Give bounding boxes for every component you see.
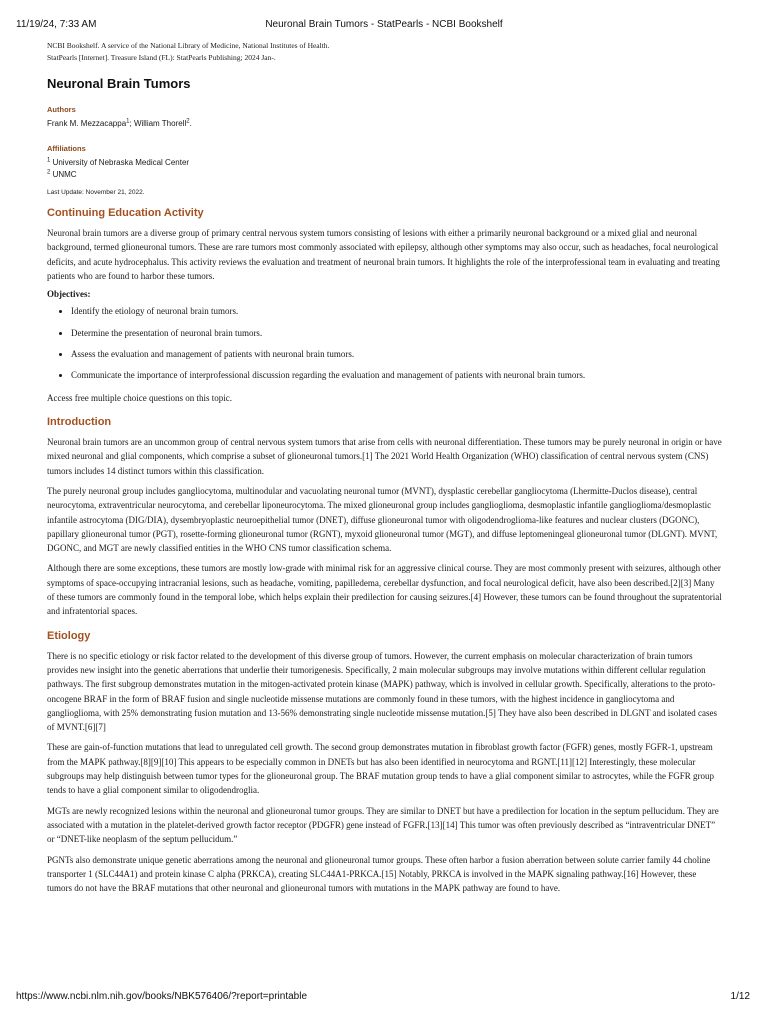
paragraph: Neuronal brain tumors are an uncommon group of central nervous system tumors that arise from cells with neuronal differentiation. These tumors may be purely neuronal in origin or have mixed neuronal and glial components, which comprise a subset of glioneuronal tumors.[1] The 2021 World Health Organization (WHO) classification of central nervous system (CNS) tumors includes 14 distinct tumors within this classification. <box>47 437 722 476</box>
paragraph: The purely neuronal group includes gangliocytoma, multinodular and vacuolating neuronal tumor (MVNT), dysplastic cerebellar gangliocytoma (Lhermitte-Duclos disease), central neurocytoma, extraventricular neurocytoma, and cerebellar liponeurocytoma. The mixed glioneuronal group includes ganglioglioma, desmoplastic infantile ganglioglioma/desmoplastic infantile astrocytoma (DIG/DIA), dysembryoplastic neuroepithelial tumor (DNET), diffuse glioneuronal tumor with oligodendroglioma-like features and nuclear clusters (DGONC), papillary glioneuronal tumor (PGT), rosette-forming glioneuronal tumor (RGNT), myxoid glioneuronal tumor (MGT), and diffuse leptomeningeal glioneuronal tumor (DLGNT). MVNT, DGONC, and MGT are newly classified entities in the WHO CNS tumor classification schema. <box>47 486 718 554</box>
affiliation-text: UNMC <box>50 170 77 179</box>
document-title: Neuronal Brain Tumors <box>47 76 191 91</box>
print-footer <box>0 991 768 1015</box>
affiliation-number: 1 <box>47 157 51 164</box>
affiliation-number: 2 <box>47 169 51 176</box>
affiliation-item <box>47 169 723 181</box>
affiliation-item <box>47 157 723 169</box>
affiliations-label: Affiliations <box>47 144 86 153</box>
author-separator: ; <box>129 119 134 128</box>
objective-item: • Identify the etiology of neuronal brain tumors. <box>71 305 723 318</box>
document-content <box>47 40 723 901</box>
affiliations-list <box>47 157 723 181</box>
paragraph: PGNTs also demonstrate unique genetic aberrations among the neuronal and glioneuronal tumor groups. These often harbor a fusion aberration between solute carrier family 44 choline transporter 1 (SLC44A1) and protein kinase C alpha (PRKCA), creating SLC44A1-PRKCA.[15] Notably, PRKCA is involved in the MAPK signaling pathway.[16] However, these tumors do not have the BRAF mutations that other neuronal and glioneuronal tumors with mutations in the MAPK pathway are found to have. <box>47 854 711 894</box>
paragraph: These are gain-of-function mutations that lead to unregulated cell growth. The second group demonstrates mutation in fibroblast growth factor (FGFR) genes, mostly FGFR-1, upstream from the MAPK pathway.[8][9][10] This appears to be especially common in DNETs but has also been identified in neurocytoma and RGNT.[11][12] Interestingly, these molecular subgroups may help distinguish between tumor types for the glioneuronal group. The BRAF mutation group tends to have a glial component similar to astrocytes, while the FGFR group tends to have a glial component similar to oligodendroglia. <box>47 742 714 796</box>
print-header <box>0 0 768 40</box>
section-heading-introduction: Introduction <box>47 416 112 429</box>
page-number: 1/12 <box>730 991 750 1002</box>
paragraph: Although there are some exceptions, these tumors are mostly low-grade with minimal risk for an aggressive clinical course. They are most commonly present with seizures, although other symptoms of space-occupying intracranial lesions, such as headache, vomiting, papilledema, cerebellar dysfunction, and focal neurological deficit, have also been described.[2][3] Many of these tumors are commonly found in the temporal lobe, which helps explain their predilection for causing seizures.[4] However, these tumors can be found throughout the supratentorial and infratentorial spaces. <box>47 563 722 617</box>
objectives-list <box>47 305 723 383</box>
paragraph: There is no specific etiology or risk factor related to the development of this diverse group of tumors. However, the current emphasis on molecular characterization of brain tumors provides new insight into the genetic aberrations that underlie their tumorigenesis. Specifically, 2 main molecular subgroups may involve mutations within different cellular regulation pathways. The first subgroup demonstrates mutation in the mitogen-activated protein kinase (MAPK) pathway, which is involved in cellular growth. Specifically, alterations to the proto-oncogene BRAF in the form of BRAF fusion and single nucleotide missense mutations are commonly found in these tumors, with the highest incidence in gangliocytoma and ganglioglioma, with 25% demonstrating fusion mutation and 13-56% demonstrating single nucleotide missense mutation.[5] They have also been described in DLGNT and isolated cases of MVNT.[6][7] <box>47 650 718 733</box>
authors-label: Authors <box>47 105 76 114</box>
paragraph: Neuronal brain tumors are a diverse group of primary central nervous system tumors consisting of lesions with either a primarily neuronal background or a mixed glial and neuronal background, termed glioneuronal tumors. These are rare tumors most commonly associated with epilepsy, although other symptoms may also occur, such as headaches, focal neurological deficits, and acute hydrocephalus. This activity reviews the evaluation and treatment of neuronal brain tumors. It highlights the role of the interprofessional team in evaluating and treating patients who are found to harbor these tumors. <box>47 228 720 281</box>
print-date: 11/19/24, 7:33 AM <box>16 19 97 30</box>
section-heading-continuing-education: Continuing Education Activity <box>47 207 204 219</box>
print-page-title: Neuronal Brain Tumors - StatPearls - NCBI Bookshelf <box>265 19 503 30</box>
print-url: https://www.ncbi.nlm.nih.gov/books/NBK576406/?report=printable <box>16 991 308 1002</box>
author-affiliation-ref: 2 <box>186 118 190 125</box>
authors-end: . <box>189 119 192 128</box>
affiliation-text: University of Nebraska Medical Center <box>50 158 190 167</box>
access-questions-link[interactable]: Access free multiple choice questions on this topic. <box>47 392 232 403</box>
section-heading-etiology: Etiology <box>47 629 91 642</box>
objective-item: • Determine the presentation of neuronal brain tumors. <box>71 327 723 340</box>
objective-item: • Assess the evaluation and management of patients with neuronal brain tumors. <box>71 348 723 361</box>
citation: StatPearls [Internet]. Treasure Island (FL): StatPearls Publishing; 2024 Jan-. <box>47 53 276 62</box>
author-link[interactable]: William Thorell <box>133 119 187 128</box>
author-affiliation-ref: 1 <box>126 118 130 125</box>
bookshelf-note: NCBI Bookshelf. A service of the National Library of Medicine, National Institutes of Health. <box>47 41 330 50</box>
last-update: Last Update: November 21, 2022. <box>47 189 145 196</box>
paragraph: MGTs are newly recognized lesions within the neuronal and glioneuronal tumor groups. They are similar to DNET but have a predilection for location in the septum pellucidum. They are associated with a mutation in the platelet-derived growth factor receptor (PDGFR) gene instead of FGFR.[13][14] This tumor was often previously described as “intraventricular DNET” or “DNET-like neoplasm of the septum pellucidum.” <box>47 805 719 845</box>
objective-item: • Communicate the importance of interprofessional discussion regarding the evaluation and management of patients with neuronal brain tumors. <box>71 369 723 382</box>
author-link[interactable]: Frank M. Mezzacappa <box>47 119 127 128</box>
authors-line <box>47 118 723 130</box>
objectives-label: Objectives: <box>47 289 91 300</box>
